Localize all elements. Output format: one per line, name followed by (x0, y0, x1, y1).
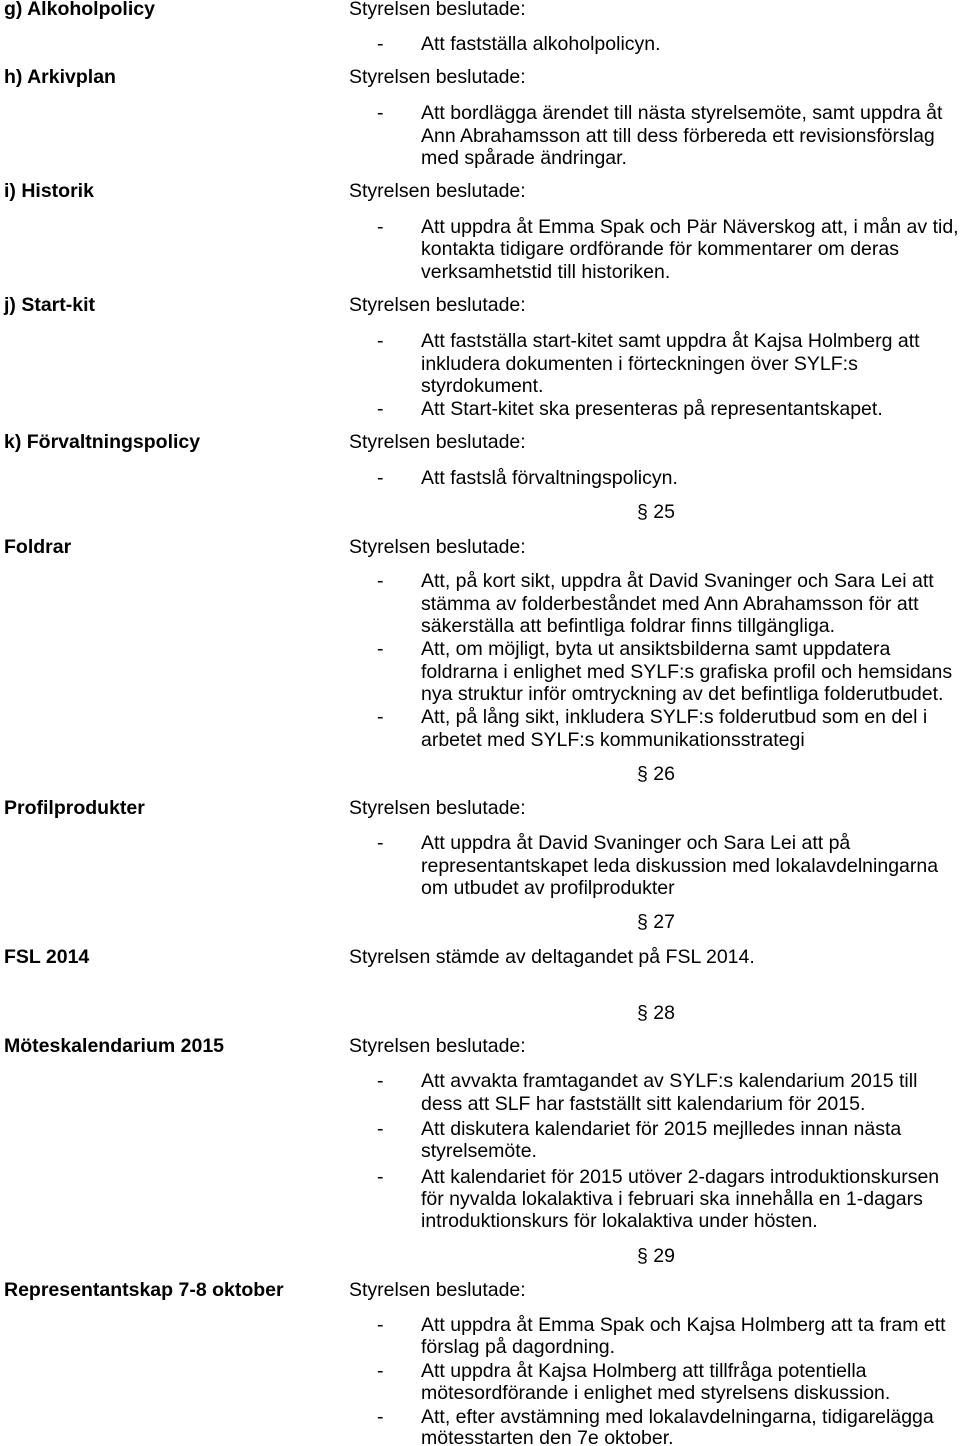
bullet-marker: - (377, 832, 384, 854)
bullet-marker: - (377, 398, 384, 420)
section-heading: k) Förvaltningspolicy (4, 431, 201, 453)
decision-label: Styrelsen beslutade: (349, 1279, 526, 1301)
decision-text-line: förslag på dagordning. (421, 1336, 616, 1358)
bullet-marker: - (377, 330, 384, 352)
decision-item (0, 1316, 960, 1356)
bullet-marker: - (377, 33, 384, 55)
section-heading: Möteskalendarium 2015 (4, 1035, 225, 1057)
decision-text-line: stämma av folderbeståndet med Ann Abrahamsson för att (421, 593, 919, 615)
decision-label: Styrelsen beslutade: (349, 294, 526, 316)
decision-text-line: Att, efter avstämning med lokalavdelningarna, tidigarelägga (421, 1406, 934, 1428)
decision-item (0, 708, 960, 749)
decision-label: Styrelsen beslutade: (349, 431, 526, 453)
decision-text-line: Att uppdra åt David Svaninger och Sara Lei att på (421, 832, 851, 854)
bullet-marker: - (377, 1166, 384, 1188)
decision-item (0, 104, 960, 167)
bullet-marker: - (377, 638, 384, 660)
section-representantskap (0, 1247, 960, 1446)
section-heading: i) Historik (4, 180, 94, 202)
decision-text-line: arbetet med SYLF:s kommunikationsstrategi (421, 729, 805, 751)
paragraph-number: § 26 (637, 763, 675, 785)
decision-text-line: Att, på kort sikt, uppdra åt David Svaninger och Sara Lei att (421, 570, 934, 592)
decision-item (0, 1408, 960, 1446)
decision-item (0, 400, 960, 418)
decision-text-line: Att Start-kitet ska presenteras på representantskapet. (421, 398, 883, 420)
section-start-kit (0, 296, 960, 418)
decision-text-line: Att uppdra åt Kajsa Holmberg att tillfråga potentiella (421, 1360, 867, 1382)
decision-item (0, 640, 960, 703)
decision-text-line: dess att SLF har fastställt sitt kalendarium för 2015. (421, 1093, 866, 1115)
decision-text-line: mötesordförande i enlighet med styrelsens diskussion. (421, 1382, 891, 1404)
decision-item (0, 1168, 960, 1230)
bullet-marker: - (377, 1118, 384, 1140)
section-historik (0, 182, 960, 281)
decision-text-line: foldrarna i enlighet med SYLF:s grafiska profil och hemsidans (421, 661, 953, 683)
decision-text-line: Att fastställa start-kitet samt uppdra åt Kajsa Holmberg att (421, 330, 920, 352)
section-heading: h) Arkivplan (4, 66, 116, 88)
decision-text-line: med spårade ändringar. (421, 147, 627, 169)
section-moteskalendarium-2015 (0, 1004, 960, 1230)
decision-statement: Styrelsen stämde av deltagandet på FSL 2014. (349, 946, 755, 968)
decision-item (0, 834, 960, 897)
decision-item (0, 1120, 960, 1160)
decision-item (0, 572, 960, 635)
section-arkivplan (0, 68, 960, 167)
paragraph-number: § 29 (637, 1245, 675, 1267)
decision-text-line: Att kalendariet för 2015 utöver 2-dagars introduktionskursen (421, 1166, 940, 1188)
decision-item (0, 1072, 960, 1113)
section-heading: g) Alkoholpolicy (4, 0, 155, 20)
decision-text-line: introduktionskurs för lokalaktiva under hösten. (421, 1210, 818, 1232)
decision-text-line: Att uppdra åt Emma Spak och Pär Näverskog att, i mån av tid, (421, 216, 959, 238)
decision-text-line: Att, på lång sikt, inkludera SYLF:s folderutbud som en del i (421, 706, 928, 728)
decision-text-line: inkludera dokumenten i förteckningen över SYLF:s (421, 353, 858, 375)
decision-text-line: styrelsemöte. (421, 1140, 537, 1162)
section-heading: FSL 2014 (4, 946, 90, 968)
bullet-marker: - (377, 467, 384, 489)
bullet-marker: - (377, 1314, 384, 1336)
decision-text-line: säkerställa att befintliga foldrar finns tillgängliga. (421, 615, 836, 637)
decision-item (0, 218, 960, 281)
bullet-marker: - (377, 706, 384, 728)
decision-text-line: Att bordlägga ärendet till nästa styrelsemöte, samt uppdra åt (421, 102, 943, 124)
decision-label: Styrelsen beslutade: (349, 797, 526, 819)
section-alkoholpolicy (0, 0, 960, 53)
section-heading: Foldrar (4, 536, 72, 558)
decision-label: Styrelsen beslutade: (349, 180, 526, 202)
decision-text-line: Att avvakta framtagandet av SYLF:s kalendarium 2015 till (421, 1070, 918, 1092)
paragraph-number: § 28 (637, 1002, 675, 1024)
decision-text-line: Att diskutera kalendariet för 2015 mejlledes innan nästa (421, 1118, 902, 1140)
decision-text-line: nya struktur inför omtryckning av det befintliga folderutbudet. (421, 683, 944, 705)
section-heading: Profilprodukter (4, 797, 145, 819)
decision-text-line: kontakta tidigare ordförande för kommentarer om deras (421, 238, 899, 260)
decision-text-line: Att fastslå förvaltningspolicyn. (421, 467, 678, 489)
decision-text-line: styrdokument. (421, 375, 544, 397)
decision-text-line: Att fastställa alkoholpolicyn. (421, 33, 661, 55)
decision-item (0, 1362, 960, 1402)
section-fsl-2014 (0, 913, 960, 966)
section-heading: Representantskap 7-8 oktober (4, 1279, 284, 1301)
section-heading: j) Start-kit (4, 294, 96, 316)
decision-text-line: om utbudet av profilprodukter (421, 877, 675, 899)
bullet-marker: - (377, 216, 384, 238)
decision-text-line: för nyvalda lokalaktiva i februari ska innehålla en 1-dagars (421, 1188, 923, 1210)
decision-text-line: Att uppdra åt Emma Spak och Kajsa Holmberg att ta fram ett (421, 1314, 946, 1336)
bullet-marker: - (377, 102, 384, 124)
decision-label: Styrelsen beslutade: (349, 0, 526, 20)
decision-text-line: Att, om möjligt, byta ut ansiktsbilderna samt uppdatera (421, 638, 891, 660)
decision-label: Styrelsen beslutade: (349, 66, 526, 88)
decision-text-line: representantskapet leda diskussion med lokalavdelningarna (421, 855, 939, 877)
decision-item (0, 332, 960, 395)
decision-text-line: mötesstarten den 7e oktober. (421, 1427, 674, 1446)
decision-item (0, 469, 960, 487)
decision-label: Styrelsen beslutade: (349, 1035, 526, 1057)
paragraph-number: § 25 (637, 501, 675, 523)
decision-item (0, 35, 960, 53)
decision-label: Styrelsen beslutade: (349, 536, 526, 558)
paragraph-number: § 27 (637, 911, 675, 933)
decision-text-line: verksamhetstid till historiken. (421, 261, 671, 283)
bullet-marker: - (377, 1070, 384, 1092)
section-forvaltningspolicy (0, 433, 960, 487)
section-foldrar (0, 503, 960, 749)
bullet-marker: - (377, 570, 384, 592)
decision-text-line: Ann Abrahamsson att till dess förbereda ett revisionsförslag (421, 125, 935, 147)
section-profilprodukter (0, 765, 960, 897)
bullet-marker: - (377, 1360, 384, 1382)
bullet-marker: - (377, 1406, 384, 1428)
